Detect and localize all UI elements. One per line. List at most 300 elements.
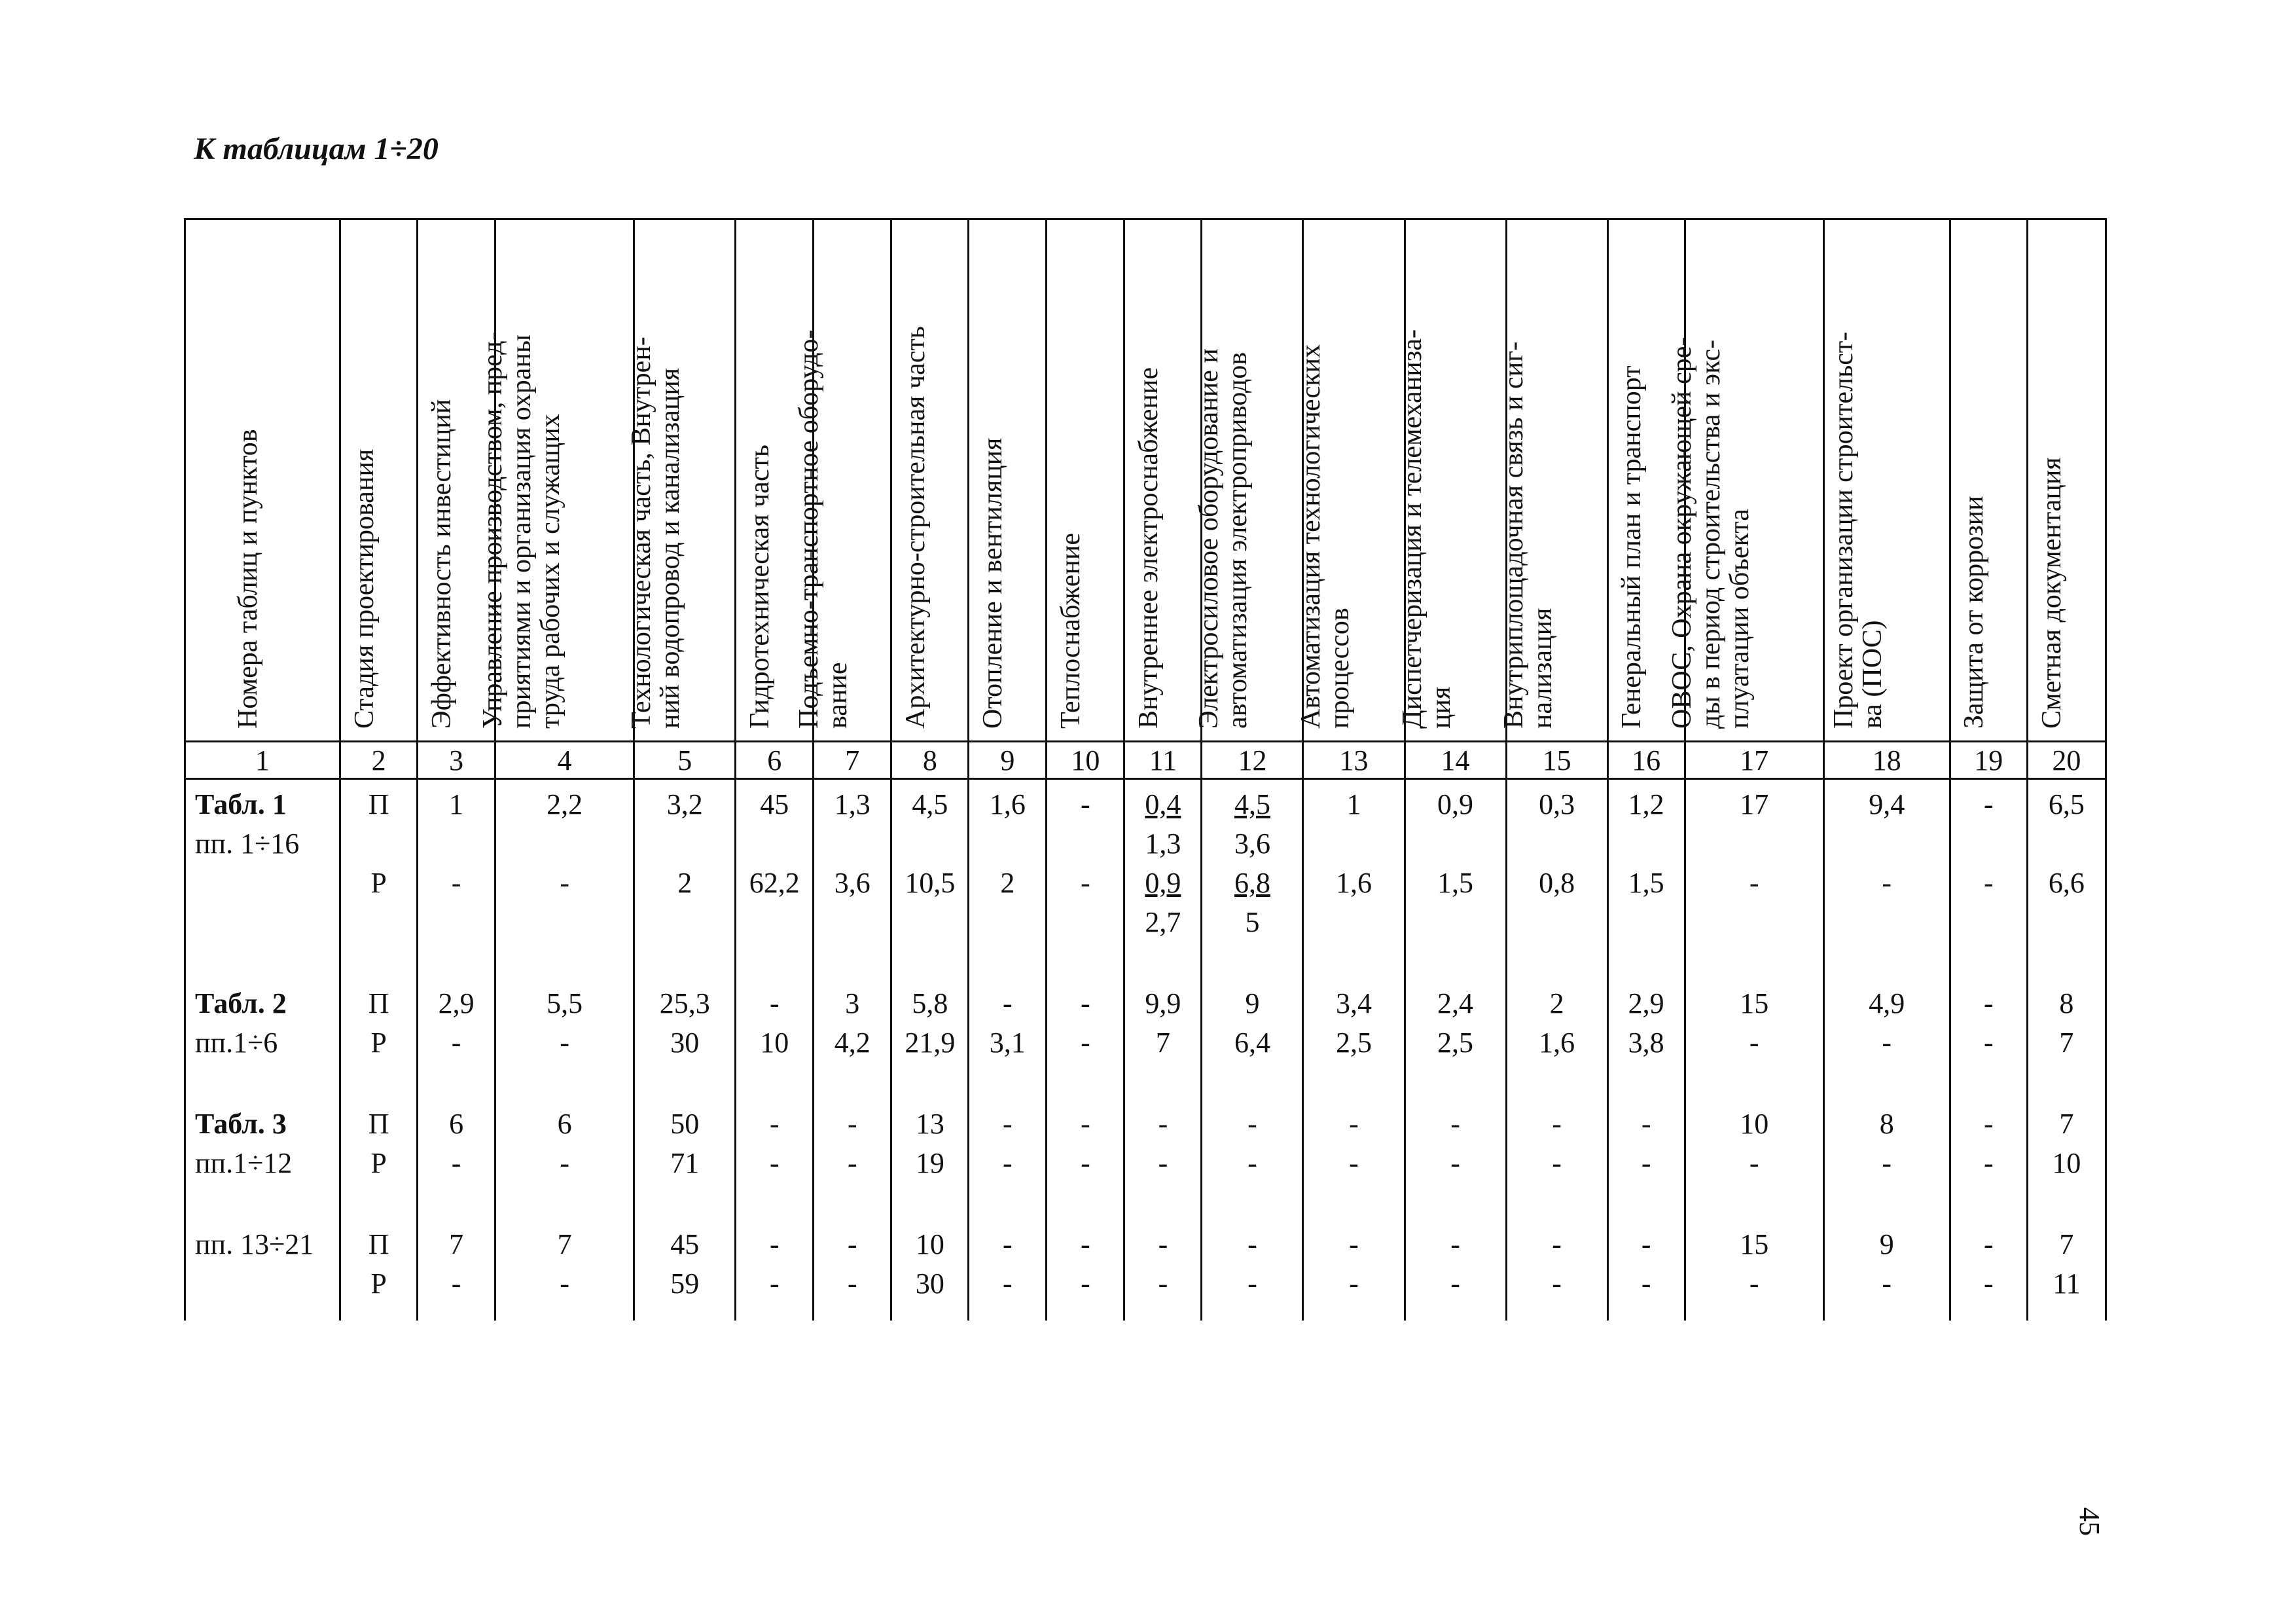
stage-cell: Р xyxy=(340,1023,418,1063)
value-cell: - xyxy=(1950,1023,2027,1063)
column-title xyxy=(478,331,565,729)
spacer-cell xyxy=(1303,1304,1405,1321)
spacer-cell xyxy=(1405,1183,1506,1220)
value-cell: 1,2 xyxy=(1607,779,1685,864)
column-title-line: Проект организации строительст- xyxy=(1828,331,1859,729)
column-title-line: Технологическая часть, Внутрен- xyxy=(626,337,657,729)
value-cell: - xyxy=(1405,1099,1506,1144)
value-cell: 8 xyxy=(1823,1099,1950,1144)
value-cell: - xyxy=(1047,1264,1124,1304)
value-cell: - xyxy=(1202,1220,1303,1264)
stage-cell: П xyxy=(340,779,418,864)
value-cell: 8 xyxy=(2027,979,2106,1023)
stage-cell: П xyxy=(340,979,418,1023)
table-row xyxy=(185,1023,2106,1063)
value-cell: - xyxy=(495,1023,634,1063)
spacer-cell xyxy=(495,942,634,979)
value-cell: - xyxy=(1405,1264,1506,1304)
spacer-cell xyxy=(495,1183,634,1220)
spacer-cell xyxy=(1506,1304,1607,1321)
value-cell: - xyxy=(1506,1220,1607,1264)
value-cell: 3,6 xyxy=(814,864,891,942)
table-end-spacer xyxy=(185,1304,2106,1321)
value-cell: - xyxy=(1047,779,1124,864)
column-title-line: Внутреннее электроснабжение xyxy=(1133,367,1164,729)
column-number: 6 xyxy=(736,742,814,779)
cell-value: 2,7 xyxy=(1145,906,1181,938)
column-header-10 xyxy=(1047,219,1124,742)
group-label-cell xyxy=(185,864,340,942)
spacer-cell xyxy=(2027,942,2106,979)
column-title-line: Отопление и вентиляция xyxy=(978,437,1009,729)
spacer-cell xyxy=(969,1063,1047,1099)
value-cell: 2 xyxy=(634,864,736,942)
value-cell: 1,6 xyxy=(1506,1023,1607,1063)
column-number: 20 xyxy=(2027,742,2106,779)
group-spacer xyxy=(185,942,2106,979)
spacer-cell xyxy=(1124,942,1202,979)
value-cell: 7 xyxy=(495,1220,634,1264)
spacer-cell xyxy=(1685,1304,1823,1321)
spacer-cell xyxy=(1047,1304,1124,1321)
value-cell: - xyxy=(1685,1264,1823,1304)
spacer-cell xyxy=(891,1304,969,1321)
column-title-line: процессов xyxy=(1324,608,1355,729)
value-cell: 59 xyxy=(634,1264,736,1304)
group-spacer xyxy=(185,1183,2106,1220)
spacer-cell xyxy=(891,1183,969,1220)
value-cell: 4,2 xyxy=(814,1023,891,1063)
column-title-line: ОВОС, Охрана окружающей сре- xyxy=(1667,337,1698,729)
spacer-cell xyxy=(891,942,969,979)
column-number: 3 xyxy=(418,742,495,779)
column-title-line: Архитектурно-строительная часть xyxy=(900,326,931,729)
value-cell: - xyxy=(418,1264,495,1304)
column-title-line: Эффективность инвестиций xyxy=(427,399,457,729)
cell-value-underlined: 0,4 xyxy=(1145,788,1181,820)
value-cell: 1,6 xyxy=(969,779,1047,864)
column-title xyxy=(745,445,774,729)
spacer-cell xyxy=(1047,942,1124,979)
value-cell: - xyxy=(1047,864,1124,942)
spacer-cell xyxy=(1607,1304,1685,1321)
value-cell: - xyxy=(1823,1023,1950,1063)
spacer-cell xyxy=(1124,1063,1202,1099)
value-cell xyxy=(1202,779,1303,864)
column-header-5 xyxy=(626,219,736,742)
value-cell: 9,9 xyxy=(1124,979,1202,1023)
group-label: Табл. 3 xyxy=(185,1099,340,1144)
value-cell: - xyxy=(1124,1220,1202,1264)
value-cell: - xyxy=(969,979,1047,1023)
spacer-cell xyxy=(418,1183,495,1220)
value-cell: - xyxy=(1950,1144,2027,1183)
page-number: 45 xyxy=(2073,1507,2106,1536)
value-cell: 2,2 xyxy=(495,779,634,864)
value-cell: - xyxy=(814,1264,891,1304)
value-cell: - xyxy=(736,1220,814,1264)
spacer-cell xyxy=(340,1183,418,1220)
table-body xyxy=(185,779,2106,1321)
value-cell: 2,9 xyxy=(418,979,495,1023)
column-title-line: Стадия проектирования xyxy=(349,448,380,729)
value-cell: 0,3 xyxy=(1506,779,1607,864)
stage-cell: П xyxy=(340,1099,418,1144)
value-cell: 10 xyxy=(891,1220,969,1264)
value-cell: - xyxy=(1506,1144,1607,1183)
value-cell: - xyxy=(1047,1220,1124,1264)
value-cell: - xyxy=(1202,1264,1303,1304)
spacer-cell xyxy=(418,1063,495,1099)
value-cell: 9,4 xyxy=(1823,779,1950,864)
value-cell: 1 xyxy=(1303,779,1405,864)
spacer-cell xyxy=(1607,1183,1685,1220)
column-title-line: Автоматизация технологических xyxy=(1295,344,1326,729)
spacer-cell xyxy=(1950,1063,2027,1099)
value-cell: 62,2 xyxy=(736,864,814,942)
column-header-9 xyxy=(969,219,1047,742)
value-cell xyxy=(1124,779,1202,864)
column-header-4 xyxy=(477,219,634,742)
column-title-line: Сметная документация xyxy=(2037,457,2068,729)
value-cell: - xyxy=(969,1099,1047,1144)
value-cell: 6 xyxy=(418,1099,495,1144)
value-cell: 2,4 xyxy=(1405,979,1506,1023)
value-cell: 10 xyxy=(1685,1099,1823,1144)
spacer-cell xyxy=(1124,1304,1202,1321)
cell-value: 1,3 xyxy=(1145,828,1181,860)
column-number: 14 xyxy=(1405,742,1506,779)
cell-value-underlined: 6,8 xyxy=(1234,867,1270,899)
column-title-line: автоматизация электроприводов xyxy=(1223,352,1253,729)
value-cell: 5,5 xyxy=(495,979,634,1023)
spacer-cell xyxy=(1405,1304,1506,1321)
group-spacer xyxy=(185,1063,2106,1099)
value-cell: 1,6 xyxy=(1303,864,1405,942)
value-cell: - xyxy=(418,864,495,942)
column-header-19 xyxy=(1950,219,2027,742)
column-title-line: Внутриплощадочная связь и сиг- xyxy=(1498,341,1529,729)
value-cell: 9 xyxy=(1823,1220,1950,1264)
value-cell: 30 xyxy=(891,1264,969,1304)
value-cell: 0,9 xyxy=(1405,779,1506,864)
group-label-cell xyxy=(185,779,340,864)
header-row xyxy=(185,219,2106,742)
column-title xyxy=(1398,329,1456,729)
column-title-line: Теплоснабжение xyxy=(1056,533,1086,729)
value-cell: - xyxy=(1303,1099,1405,1144)
spacer-cell xyxy=(634,942,736,979)
value-cell: 30 xyxy=(634,1023,736,1063)
spacer-cell xyxy=(1506,1183,1607,1220)
value-cell: - xyxy=(1506,1264,1607,1304)
value-cell: 1,5 xyxy=(1607,864,1685,942)
column-number: 19 xyxy=(1950,742,2027,779)
value-cell: 21,9 xyxy=(891,1023,969,1063)
spacer-cell xyxy=(340,942,418,979)
spacer-cell xyxy=(1823,1183,1950,1220)
column-title xyxy=(350,449,379,729)
value-cell: 7 xyxy=(2027,1099,2106,1144)
value-cell: 6 xyxy=(495,1099,634,1144)
spacer-cell xyxy=(1685,1063,1823,1099)
column-title-line: приятиями и организация охраны xyxy=(506,334,537,729)
column-number: 13 xyxy=(1303,742,1405,779)
spacer-cell xyxy=(814,1304,891,1321)
spacer-cell xyxy=(1405,942,1506,979)
column-title-line: нализация xyxy=(1527,608,1558,729)
spacer-cell xyxy=(1047,1183,1124,1220)
column-title-line: ва (ПОС) xyxy=(1857,620,1888,729)
value-cell: - xyxy=(969,1264,1047,1304)
spacer-cell xyxy=(736,1183,814,1220)
column-header-7 xyxy=(794,219,891,742)
spacer-cell xyxy=(340,1304,418,1321)
value-cell: - xyxy=(814,1144,891,1183)
spacer-cell xyxy=(340,1063,418,1099)
column-title-line: вание xyxy=(823,662,853,729)
column-title-line: Защита от коррозии xyxy=(1959,496,1990,729)
spacer-cell xyxy=(634,1304,736,1321)
value-cell: - xyxy=(1607,1099,1685,1144)
column-title xyxy=(2037,457,2066,729)
table-row xyxy=(185,1264,2106,1304)
value-cell: 17 xyxy=(1685,779,1823,864)
spacer-cell xyxy=(495,1063,634,1099)
value-cell: 11 xyxy=(2027,1264,2106,1304)
column-header-14 xyxy=(1397,219,1506,742)
value-cell: - xyxy=(1950,779,2027,864)
value-cell: 3,4 xyxy=(1303,979,1405,1023)
spacer-cell xyxy=(1506,942,1607,979)
column-title-line: ды в период строительства и экс- xyxy=(1696,339,1727,729)
value-cell: 10 xyxy=(2027,1144,2106,1183)
column-title xyxy=(1617,365,1646,729)
stage-cell: Р xyxy=(340,1264,418,1304)
table-row xyxy=(185,864,2106,942)
column-number: 8 xyxy=(891,742,969,779)
value-cell: - xyxy=(1506,1099,1607,1144)
column-header-11 xyxy=(1124,219,1202,742)
column-title-line: Номера таблиц и пунктов xyxy=(233,429,264,729)
table-row xyxy=(185,979,2106,1023)
value-cell: 7 xyxy=(2027,1023,2106,1063)
spacer-cell xyxy=(1202,942,1303,979)
spacer-cell xyxy=(814,1183,891,1220)
spacer-cell xyxy=(634,1183,736,1220)
value-cell: 3,8 xyxy=(1607,1023,1685,1063)
value-cell: - xyxy=(1303,1220,1405,1264)
spacer-cell xyxy=(814,1063,891,1099)
column-number: 11 xyxy=(1124,742,1202,779)
value-cell: - xyxy=(969,1220,1047,1264)
spacer-cell xyxy=(185,1183,340,1220)
value-cell: 45 xyxy=(736,779,814,864)
spacer-cell xyxy=(2027,1183,2106,1220)
column-number: 7 xyxy=(814,742,891,779)
spacer-cell xyxy=(1823,942,1950,979)
column-title xyxy=(1194,348,1252,729)
value-cell: 7 xyxy=(1124,1023,1202,1063)
value-cell: - xyxy=(495,1264,634,1304)
spacer-cell xyxy=(891,1063,969,1099)
value-cell: - xyxy=(1823,1264,1950,1304)
stage-cell: П xyxy=(340,1220,418,1264)
value-cell: - xyxy=(1303,1264,1405,1304)
column-title xyxy=(1499,342,1557,729)
spacer-cell xyxy=(1607,1063,1685,1099)
stage-cell: Р xyxy=(340,1144,418,1183)
stage-cell: Р xyxy=(340,864,418,942)
column-header-1 xyxy=(185,219,340,742)
cell-value-underlined: 4,5 xyxy=(1234,788,1270,820)
spacer-cell xyxy=(185,1063,340,1099)
value-cell: - xyxy=(1124,1099,1202,1144)
value-cell: - xyxy=(1950,1099,2027,1144)
spacer-cell xyxy=(969,942,1047,979)
value-cell: - xyxy=(1124,1264,1202,1304)
column-title-line: плуатации объекта xyxy=(1725,509,1755,729)
spacer-cell xyxy=(185,942,340,979)
spacer-cell xyxy=(418,942,495,979)
value-cell xyxy=(1124,864,1202,942)
value-cell: 3 xyxy=(814,979,891,1023)
value-cell: 0,8 xyxy=(1506,864,1607,942)
group-label: Табл. 1 xyxy=(195,788,287,820)
column-number: 1 xyxy=(185,742,340,779)
spacer-cell xyxy=(1405,1063,1506,1099)
column-title xyxy=(427,399,456,729)
value-cell: - xyxy=(1405,1220,1506,1264)
value-cell: 4,9 xyxy=(1823,979,1950,1023)
column-title-line: ция xyxy=(1426,686,1456,729)
value-cell: 9 xyxy=(1202,979,1303,1023)
group-label: пп. 13÷21 xyxy=(185,1220,340,1264)
value-cell: - xyxy=(1823,1144,1950,1183)
column-title xyxy=(1829,332,1887,729)
spacer-cell xyxy=(1303,1063,1405,1099)
column-number: 5 xyxy=(634,742,736,779)
value-cell: - xyxy=(1950,979,2027,1023)
value-cell: 5,8 xyxy=(891,979,969,1023)
cell-value-underlined: 0,9 xyxy=(1145,867,1181,899)
value-cell: 15 xyxy=(1685,1220,1823,1264)
spacer-cell xyxy=(1607,942,1685,979)
value-cell: - xyxy=(495,864,634,942)
column-number: 2 xyxy=(340,742,418,779)
column-title-line: Гидротехническая часть xyxy=(745,445,776,729)
column-title xyxy=(1960,496,1988,729)
value-cell: - xyxy=(1047,1144,1124,1183)
spacer-cell xyxy=(814,942,891,979)
value-cell: - xyxy=(736,1099,814,1144)
value-cell: 15 xyxy=(1685,979,1823,1023)
spacer-cell xyxy=(736,1063,814,1099)
column-title-line: труда рабочих и служащих xyxy=(535,414,565,729)
value-cell: 6,4 xyxy=(1202,1023,1303,1063)
value-cell: - xyxy=(1685,864,1823,942)
spacer-cell xyxy=(1950,942,2027,979)
column-number: 9 xyxy=(969,742,1047,779)
spacer-cell xyxy=(1124,1183,1202,1220)
spacer-cell xyxy=(736,942,814,979)
spacer-cell xyxy=(634,1063,736,1099)
column-number: 18 xyxy=(1823,742,1950,779)
cell-value: 5 xyxy=(1245,906,1260,938)
value-cell: 2 xyxy=(1506,979,1607,1023)
value-cell: 10 xyxy=(736,1023,814,1063)
column-title xyxy=(1297,344,1354,729)
value-cell: - xyxy=(1047,1099,1124,1144)
column-title xyxy=(627,337,685,729)
value-cell: 7 xyxy=(418,1220,495,1264)
value-cell: - xyxy=(736,1264,814,1304)
column-title-line: ний водопровод и канализация xyxy=(655,367,686,729)
group-label: Табл. 2 xyxy=(185,979,340,1023)
value-cell: - xyxy=(736,979,814,1023)
value-cell: - xyxy=(1607,1144,1685,1183)
value-cell: - xyxy=(418,1144,495,1183)
value-cell: - xyxy=(1607,1220,1685,1264)
column-title xyxy=(1056,533,1085,729)
column-header-17 xyxy=(1667,219,1823,742)
spacer-cell xyxy=(969,1183,1047,1220)
column-title-line: Диспетчеризация и телемеханиза- xyxy=(1397,329,1427,729)
cell-value: 3,6 xyxy=(1234,828,1270,860)
spacer-cell xyxy=(1202,1304,1303,1321)
table-row xyxy=(185,1144,2106,1183)
value-cell: 2,9 xyxy=(1607,979,1685,1023)
spacer-cell xyxy=(1202,1183,1303,1220)
column-header-15 xyxy=(1498,219,1607,742)
value-cell: 50 xyxy=(634,1099,736,1144)
value-cell: - xyxy=(1202,1144,1303,1183)
value-cell: - xyxy=(1950,1264,2027,1304)
spacer-cell xyxy=(185,1304,340,1321)
value-cell: - xyxy=(1405,1144,1506,1183)
value-cell: - xyxy=(814,1099,891,1144)
value-cell: - xyxy=(1685,1023,1823,1063)
value-cell: - xyxy=(1047,1023,1124,1063)
value-cell: 10,5 xyxy=(891,864,969,942)
column-header-12 xyxy=(1194,219,1303,742)
spacer-cell xyxy=(736,1304,814,1321)
column-header-8 xyxy=(891,219,969,742)
coefficient-table xyxy=(184,218,2107,1321)
value-cell: - xyxy=(1950,1220,2027,1264)
column-number: 10 xyxy=(1047,742,1124,779)
value-cell xyxy=(1202,864,1303,942)
value-cell: - xyxy=(495,1144,634,1183)
table-row xyxy=(185,779,2106,864)
value-cell: 3,1 xyxy=(969,1023,1047,1063)
spacer-cell xyxy=(1685,942,1823,979)
column-title xyxy=(1134,367,1163,729)
column-title xyxy=(234,429,262,729)
spacer-cell xyxy=(969,1304,1047,1321)
column-title-line: Подъемно-транспортное оборудо- xyxy=(794,329,825,729)
value-cell: - xyxy=(1823,864,1950,942)
column-number: 15 xyxy=(1506,742,1607,779)
value-cell: - xyxy=(1047,979,1124,1023)
column-title xyxy=(978,438,1007,729)
spacer-cell xyxy=(1823,1063,1950,1099)
group-sub-label: пп.1÷12 xyxy=(185,1144,340,1183)
spacer-cell xyxy=(2027,1304,2106,1321)
spacer-cell xyxy=(1506,1063,1607,1099)
column-number: 4 xyxy=(495,742,634,779)
spacer-cell xyxy=(2027,1063,2106,1099)
